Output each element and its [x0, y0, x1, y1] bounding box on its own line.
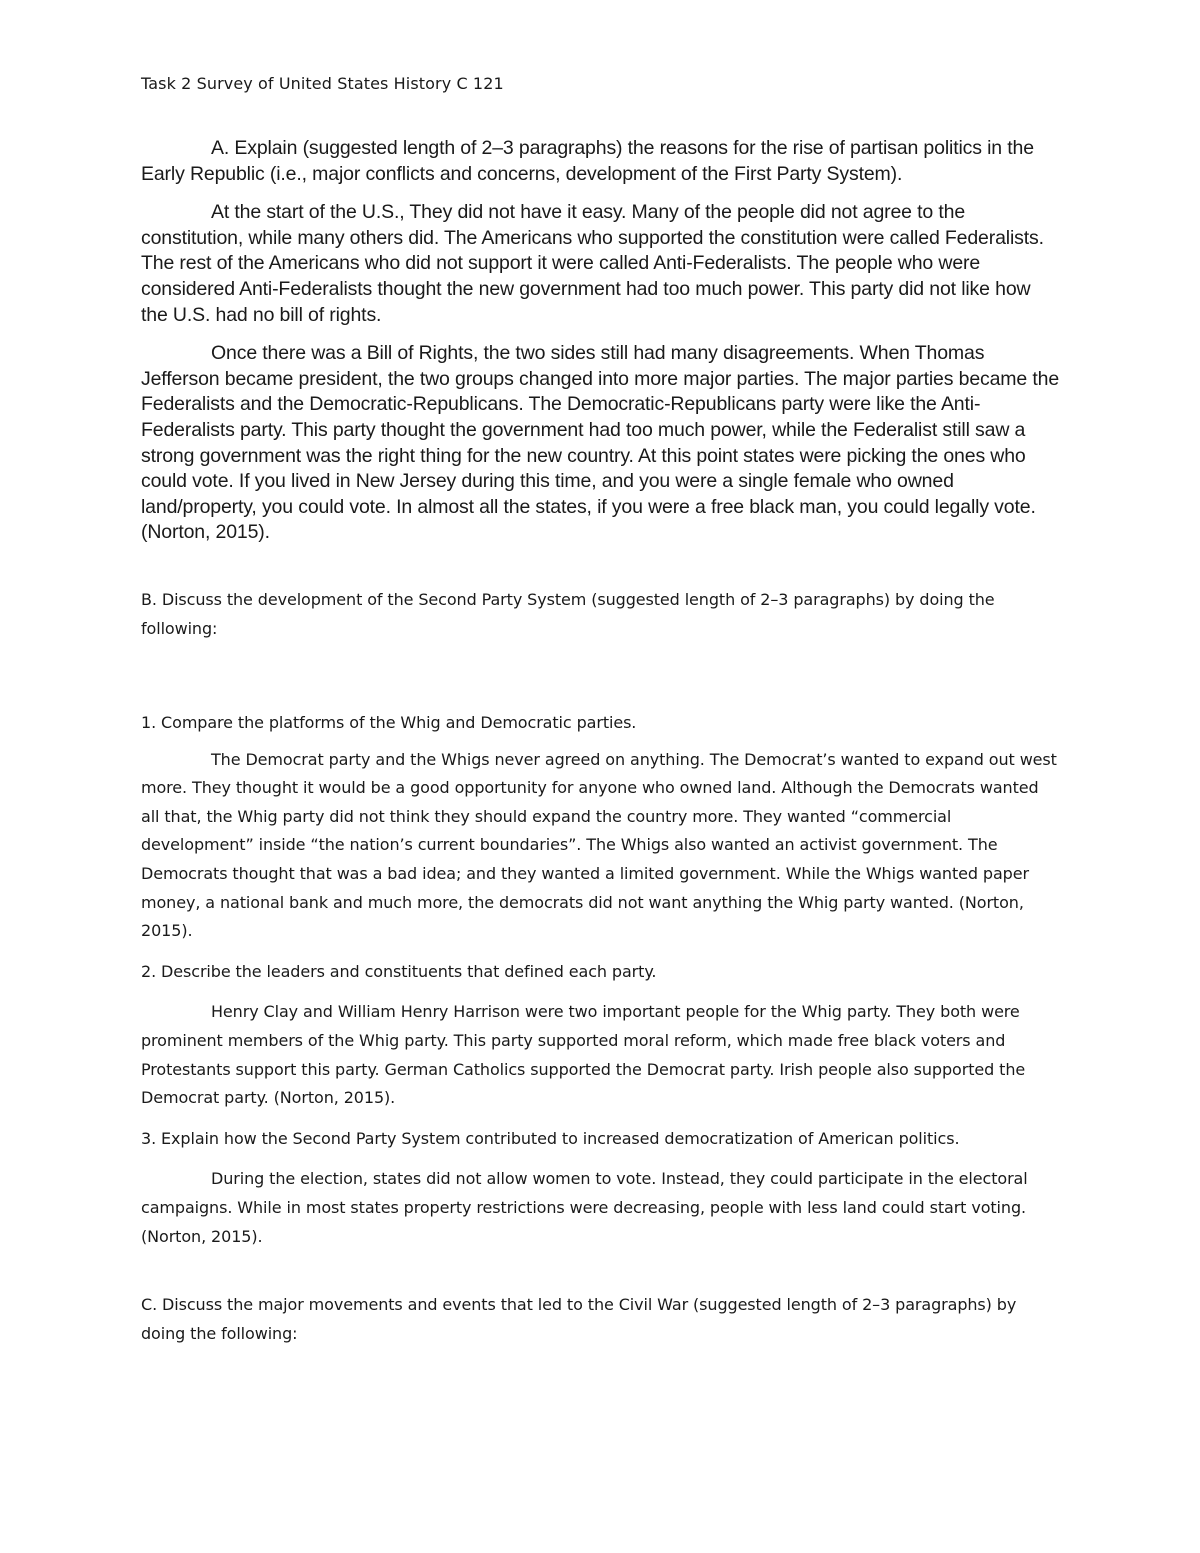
section-b-question-1: 1. Compare the platforms of the Whig and Democratic parties. — [141, 713, 637, 733]
section-b-question-2: 2. Describe the leaders and constituents that defined each party. — [141, 961, 657, 981]
section-b-answer-2: Henry Clay and William Henry Harrison were two important people for the Whig party. They both were prominent members of the Whig party. This party supported moral reform, which made free black voters and Protestants support this party. German Catholics supported the Democrat party. Irish people also supported the Democrat party. (Norton, 2015). — [141, 1002, 1026, 1108]
section-b-answer-3: During the election, states did not allow women to vote. Instead, they could participate in the electoral campaigns. While in most states property restrictions were decreasing, people with less land could start voting. (Norton, 2015). — [141, 1169, 1028, 1246]
section-b — [141, 586, 1061, 1251]
section-a-prompt: A. Explain (suggested length of 2–3 paragraphs) the reasons for the rise of partisan politics in the Early Republic (i.e., major conflicts and concerns, development of the First Party System). — [141, 137, 1034, 185]
document-header: Task 2 Survey of United States History C 121 — [141, 74, 504, 93]
section-a — [141, 136, 1061, 546]
section-a-paragraph-2: Once there was a Bill of Rights, the two sides still had many disagreements. When Thomas Jefferson became president, the two groups changed into more major parties. The major parties became the Federalists and the Democratic-Republicans. The Democratic-Republicans party were like the Anti-Federalists party. This party thought the government had too much power, while the Federalist still saw a strong government was the right thing for the new country. At this point states were picking the ones who could vote. If you lived in New Jersey during this time, and you were a single female who owned land/property, you could vote. In almost all the states, if you were a free black man, you could legally vote. (Norton, 2015). — [141, 342, 1060, 544]
document-page — [141, 72, 1061, 1348]
section-b-question-3: 3. Explain how the Second Party System contributed to increased democratization of American politics. — [141, 1128, 960, 1148]
section-c — [141, 1291, 1061, 1348]
section-b-prompt: B. Discuss the development of the Second Party System (suggested length of 2–3 paragraphs) by doing the following: — [141, 589, 995, 638]
section-a-paragraph-1: At the start of the U.S., They did not have it easy. Many of the people did not agree to the constitution, while many others did. The Americans who supported the constitution were called Federalists. The rest of the Americans who did not support it were called Anti-Federalists. The people who were considered Anti-Federalists thought the new government had too much power. This party did not like how the U.S. had no bill of rights. — [141, 201, 1044, 326]
section-c-prompt: C. Discuss the major movements and events that led to the Civil War (suggested length of 2–3 paragraphs) by doing the following: — [141, 1295, 1017, 1343]
section-b-answer-1: The Democrat party and the Whigs never agreed on anything. The Democrat’s wanted to expand out west more. They thought it would be a good opportunity for anyone who owned land. Although the Democrats wanted all that, the Whig party did not think they should expand the country more. They wanted “commercial development” inside “the nation’s current boundaries”. The Whigs also wanted an activist government. The Democrats thought that was a bad idea; and they wanted a limited government. While the Whigs wanted paper money, a national bank and much more, the democrats did not want anything the Whig party wanted. (Norton, 2015). — [141, 749, 1057, 941]
